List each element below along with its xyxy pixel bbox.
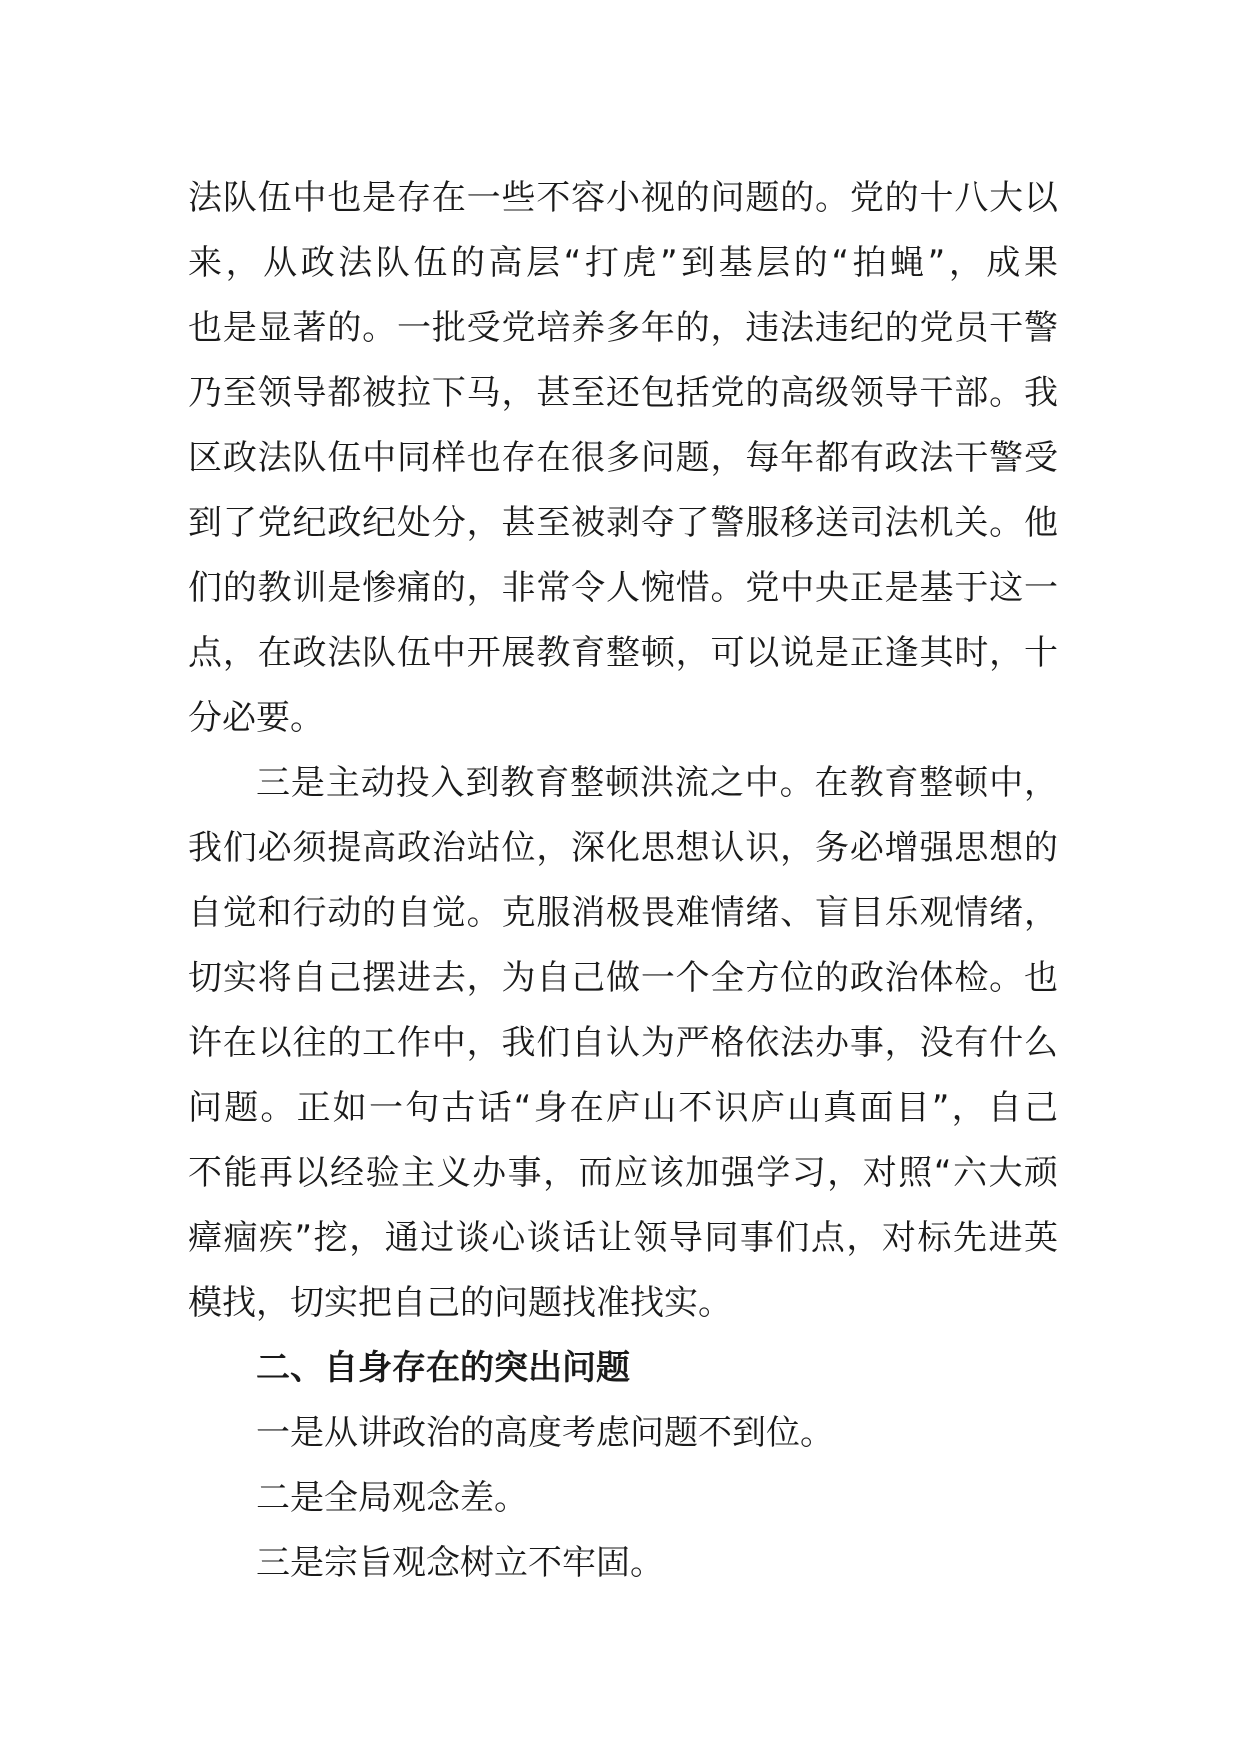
paragraph <box>188 1466 1058 1531</box>
text-line: 也是显著的。一批受党培养多年的，违法违纪的党员干警 <box>188 308 1058 348</box>
paragraph <box>188 751 1058 1336</box>
text-line: 许在以往的工作中，我们自认为严格依法办事，没有什么 <box>188 1023 1058 1063</box>
text-line: 瘴痼疾”挖，通过谈心谈话让领导同事们点，对标先进英 <box>188 1218 1058 1258</box>
document-body <box>188 166 1058 1596</box>
text-line: 到了党纪政纪处分，甚至被剥夺了警服移送司法机关。他 <box>188 503 1058 543</box>
text-line: 区政法队伍中同样也存在很多问题，每年都有政法干警受 <box>188 438 1058 478</box>
section-heading <box>188 1336 1058 1401</box>
text-line: 问题。正如一句古话“身在庐山不识庐山真面目”，自己 <box>188 1088 1058 1128</box>
text-line: 们的教训是惨痛的，非常令人惋惜。党中央正是基于这一 <box>188 568 1058 608</box>
text-line: 切实将自己摆进去，为自己做一个全方位的政治体检。也 <box>188 958 1058 998</box>
text-line: 分必要。 <box>188 698 324 738</box>
text-line: 三是宗旨观念树立不牢固。 <box>256 1543 664 1583</box>
text-line: 二是全局观念差。 <box>256 1478 528 1518</box>
paragraph <box>188 1401 1058 1466</box>
text-line: 法队伍中也是存在一些不容小视的问题的。党的十八大以 <box>188 178 1058 218</box>
text-line: 三是主动投入到教育整顿洪流之中。在教育整顿中， <box>256 763 1058 803</box>
paragraph <box>188 166 1058 751</box>
text-line: 乃至领导都被拉下马，甚至还包括党的高级领导干部。我 <box>188 373 1058 413</box>
text-line: 我们必须提高政治站位，深化思想认识，务必增强思想的 <box>188 828 1058 868</box>
text-line: 二、自身存在的突出问题 <box>256 1348 630 1388</box>
paragraph <box>188 1531 1058 1596</box>
text-line: 点，在政法队伍中开展教育整顿，可以说是正逢其时，十 <box>188 633 1058 673</box>
text-line: 自觉和行动的自觉。克服消极畏难情绪、盲目乐观情绪， <box>188 893 1058 933</box>
text-line: 一是从讲政治的高度考虑问题不到位。 <box>256 1413 834 1453</box>
text-line: 来，从政法队伍的高层“打虎”到基层的“拍蝇”，成果 <box>188 243 1058 283</box>
text-line: 不能再以经验主义办事，而应该加强学习，对照“六大顽 <box>188 1153 1058 1193</box>
text-line: 模找，切实把自己的问题找准找实。 <box>188 1283 732 1323</box>
